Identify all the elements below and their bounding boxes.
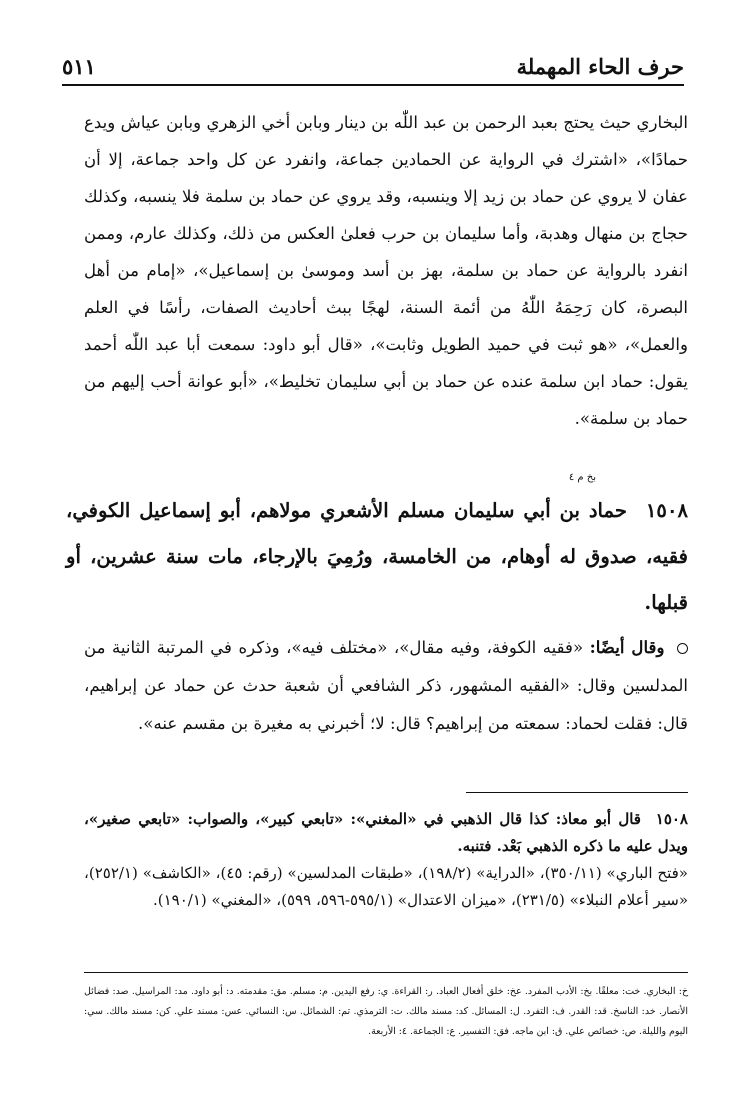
page-number: ٥١١ [62,53,96,79]
entry-note [84,628,688,743]
entry-text: حماد بن أبي سليمان مسلم الأشعري مولاهم، أبو إسماعيل الكوفي، فقيه، صدوق له أوهام، من الخامسة، ورُمِيَ بالإرجاء، مات سنة عشرين، أو قبلها. [66,499,688,614]
circle-bullet-icon [677,643,688,654]
footnote-references: «فتح الباري» (٣٥٠/١١)، «الدراية» (١٩٨/٢)، «طبقات المدلسين» (رقم: ٤٥)، «الكاشف» (٢٥٢/١)، «سير أعلام النبلاء» (٢٣١/٥)، «ميزان الاعتدال» (٥٩٥/١-٥٩٦، ٥٩٩)، «المغني» (١٩٠/١). [84,864,688,909]
continued-paragraph: البخاري حيث يحتج بعبد الرحمن بن عبد اللّٰه بن دينار وبابن أخي الزهري وبابن عياش ويدع حمادًا»، «اشترك في الرواية عن الحمادين جماعة، وانفرد عن كل واحد جماعة، إلا أن عفان لا يروي عن حماد بن زيد إلا وينسبه، وقد يروي عن حماد بن سلمة فلا ينسبه، وكذلك حجاج بن منهال وهدبة، وأما سليمان بن حرب فعلىٰ العكس من ذلك، وكذلك عارم، وممن انفرد بالرواية عن حماد بن سلمة، بهز بن أسد وموسىٰ بن إسماعيل»، «إمام من أهل البصرة، كان رَحِمَهُ اللّٰهُ من أئمة السنة، لهجًا ببث أحاديث الصفات، رأسًا في العلم والعمل»، «هو ثبت في حميد الطويل وثابت»، «قال أبو داود: سمعت أبا عبد اللّٰه أحمد يقول: حماد ابن سلمة عنده عن حماد بن أبي سليمان تخليط»، «أبو عوانة أحب إليهم من حماد بن سلمة». [84,113,688,428]
chapter-title: حرف الحاء المهملة [516,53,684,79]
footnote-comment: قال أبو معاذ: كذا قال الذهبي في «المغني»: «تابعي كبير»، والصواب: «تابعي صغير»، ويدل عليه ما ذكره الذهبي بَعْد. فتنبه. [84,810,688,855]
note-lead: وقال أيضًا: [589,637,665,657]
narrator-entry [66,472,688,626]
entry-source-tag: بخ م ٤ [568,472,596,483]
footnote [84,806,688,914]
footnote-number: ١٥٠٨ [655,810,688,828]
entry-number: ١٥٠٨ [645,499,688,522]
header-rule [62,84,684,86]
abbreviations-rule [84,972,688,973]
footnote-separator [466,792,688,793]
note-text: «فقيه الكوفة، وفيه مقال»، «مختلف فيه»، وذكره في المرتبة الثانية من المدلسين وقال: «الفقيه المشهور، ذكر الشافعي أن شعبة حدث عن حماد عن إبراهيم، قال: فقلت لحماد: سمعته من إبراهيم؟ قال: لا؛ أخبرني به مغيرة بن مقسم عنه». [84,638,688,733]
page-header [62,48,684,84]
abbreviations-key: خ: البخاري. خت: معلقًا. بخ: الأدب المفرد. عخ: خلق أفعال العباد. ر: القراءة. ي: رفع اليدين. م: مسلم. مق: مقدمته. د: أبو داود. مد: المراسيل. صد: فضائل الأنصار. خد: الناسخ. قد: القدر. ف: التفرد. ل: المسائل. كد: مسند مالك. ت: الترمذي. تم: الشمائل. س: النسائي. عس: مسند علي. كن: مسند مالك. سي: اليوم والليلة. ص: خصائص علي. ق: ابن ماجه. فق: التفسير. ع: الجماعة. ٤: الأربعة. [84,986,688,1037]
